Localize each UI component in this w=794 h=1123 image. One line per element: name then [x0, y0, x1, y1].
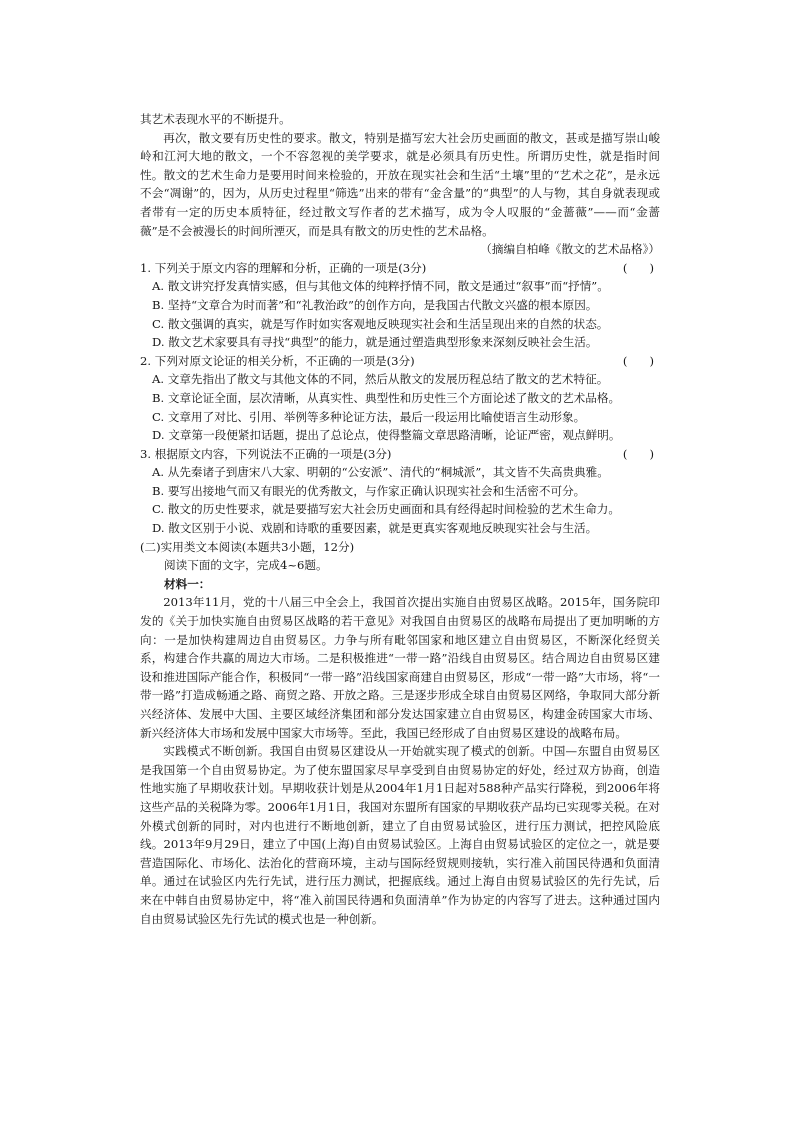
section-instruction: 阅读下面的文字，完成4~6题。 [164, 558, 328, 573]
option-b[interactable]: B. 要写出接地气而又有眼光的优秀散文，与作家正确认识现实社会和生活密不可分。 [152, 483, 586, 498]
option-c[interactable]: C. 文章用了对比、引用、举例等多种论证方法，最后一段运用比喻使语言生动形象。 [152, 409, 586, 424]
question-stem: 3. 根据原文内容，下列说法不正确的一项是(3分) [140, 446, 392, 461]
option-d[interactable]: D. 文章第一段便紧扣话题，提出了总论点，使得整篇文章思路清晰，论证严密，观点鲜明。 [152, 428, 621, 443]
option-d[interactable]: D. 散文艺术家要具有寻找“典型”的能力，就是通过塑造典型形象来深刻反映社会生活。 [152, 335, 598, 350]
option-a[interactable]: A. 散文讲究抒发真情实感，但与其他文体的纯粹抒情不同，散文是通过“叙事”而“抒情”。 [152, 279, 609, 294]
option-a[interactable]: A. 文章先指出了散文与其他文体的不同，然后从散文的发展历程总结了散文的艺术特征。 [152, 372, 609, 387]
material-paragraph-2: 实践模式不断创新。我国自由贸易区建设从一开始就实现了模式的创新。中国—东盟自由贸易区是我国第一个自由贸易协定。为了使东盟国家尽早享受到自由贸易协定的好处，经过双方协商，创造性地实施了早期收获计划。早期收获计划是从2004年1月1日起对588种产品实行降税，到2006年将这些产品的关税降为零。2006年1月1日，我国对东盟所有国家的早期收获产品均已实现零关税。在对外模式创新的同时，对内也进行不断地创新，建立了自由贸易试验区，进行压力测试，把控风险底线。2013年9月29日，建立了中国(上海)自由贸易试验区。上海自由贸易试验区的定位之一，就是要营造国际化、市场化、法治化的营商环境，主动与国际经贸规则接轨，实行准入前国民待遇和负面清单。通过在试验区内先行先试，进行压力测试，把握底线。通过上海自由贸易试验区的先行先试，后来在中韩自由贸易协定中，将“准入前国民待遇和负面清单”作为协定的内容写了进去。这种通过国内自由贸易试验区先行先试的模式也是一种创新。 [140, 744, 660, 926]
source-credit: （摘编自柏峰《散文的艺术品格》） [480, 242, 660, 257]
option-c[interactable]: C. 散文强调的真实，就是写作时如实客观地反映现实社会和生活呈现出来的自然的状态。 [152, 316, 609, 331]
question-2 [140, 352, 660, 445]
question-stem: 1. 下列关于原文内容的理解和分析，正确的一项是(3分) [140, 260, 427, 275]
option-d[interactable]: D. 散文区别于小说、戏剧和诗歌的重要因素，就是更真实客观地反映现实社会与生活。 [152, 521, 598, 536]
document-page [140, 110, 660, 928]
answer-blank[interactable]: ( ) [622, 260, 654, 275]
answer-blank[interactable]: ( ) [622, 446, 654, 461]
question-stem: 2. 下列对原文论证的相关分析，不正确的一项是(3分) [140, 353, 415, 368]
option-c[interactable]: C. 散文的历史性要求，就是要描写宏大社会历史画面和具有经得起时间检验的艺术生命力。 [152, 502, 620, 517]
answer-blank[interactable]: ( ) [622, 353, 654, 368]
material-paragraph-1: 2013年11月，党的十八届三中全会上，我国首次提出实施自由贸易区战略。2015年，国务院印发的《关于加快实施自由贸易区战略的若干意见》对我国自由贸易区的战略布局提出了更加明晰的方向：一是加快构建周边自由贸易区。力争与所有毗邻国家和地区建立自由贸易区，不断深化经贸关系，构建合作共赢的周边大市场。二是积极推进“一带一路”沿线自由贸易区。结合周边自由贸易区建设和推进国际产能合作，积极同“一带一路”沿线国家商建自由贸易区，形成“一带一路”大市场，将“一带一路”打造成畅通之路、商贸之路、开放之路。三是逐步形成全球自由贸易区网络，争取同大部分新兴经济体、发展中大国、主要区域经济集团和部分发达国家建立自由贸易区，构建金砖国家大市场、新兴经济体大市场和发展中国家大市场等。至此，我国已经形成了自由贸易区建设的战略布局。 [140, 595, 660, 740]
option-b[interactable]: B. 坚持“文章合为时而著”和“礼教治政”的创作方向，是我国古代散文兴盛的根本原因。 [152, 297, 598, 312]
option-b[interactable]: B. 文章论证全面，层次清晰，从真实性、典型性和历史性三个方面论述了散文的艺术品格。 [152, 390, 621, 405]
question-3 [140, 445, 660, 538]
paragraph-history: 再次，散文要有历史性的要求。散文，特别是描写宏大社会历史画面的散文，甚或是描写崇山峻岭和江河大地的散文，一个不容忽视的美学要求，就是必须具有历史性。所谓历史性，就是指时间性。散文的艺术生命力是要用时间来检验的，开放在现实社会和生活“土壤”里的“艺术之花”，是永远不会“凋谢”的，因为，从历史过程里“筛选”出来的带有“金含量”的“典型”的人与物，其自身就表现或者带有一定的历史本质特征，经过散文写作者的艺术描写，成为令人叹服的“金蔷薇”——而“金蔷薇”是不会被漫长的时间所湮灭，而是具有散文的历史性的艺术品格。 [140, 130, 660, 238]
question-1 [140, 259, 660, 352]
material-label: 材料一： [164, 576, 211, 591]
option-a[interactable]: A. 从先秦诸子到唐宋八大家、明朝的“公安派”、清代的“桐城派”，其文皆不失高贵典雅。 [152, 465, 609, 480]
paragraph-continuation: 其艺术表现水平的不断提升。 [140, 112, 291, 126]
section-heading: (二)实用类文本阅读(本题共3小题，12分) [140, 539, 355, 554]
